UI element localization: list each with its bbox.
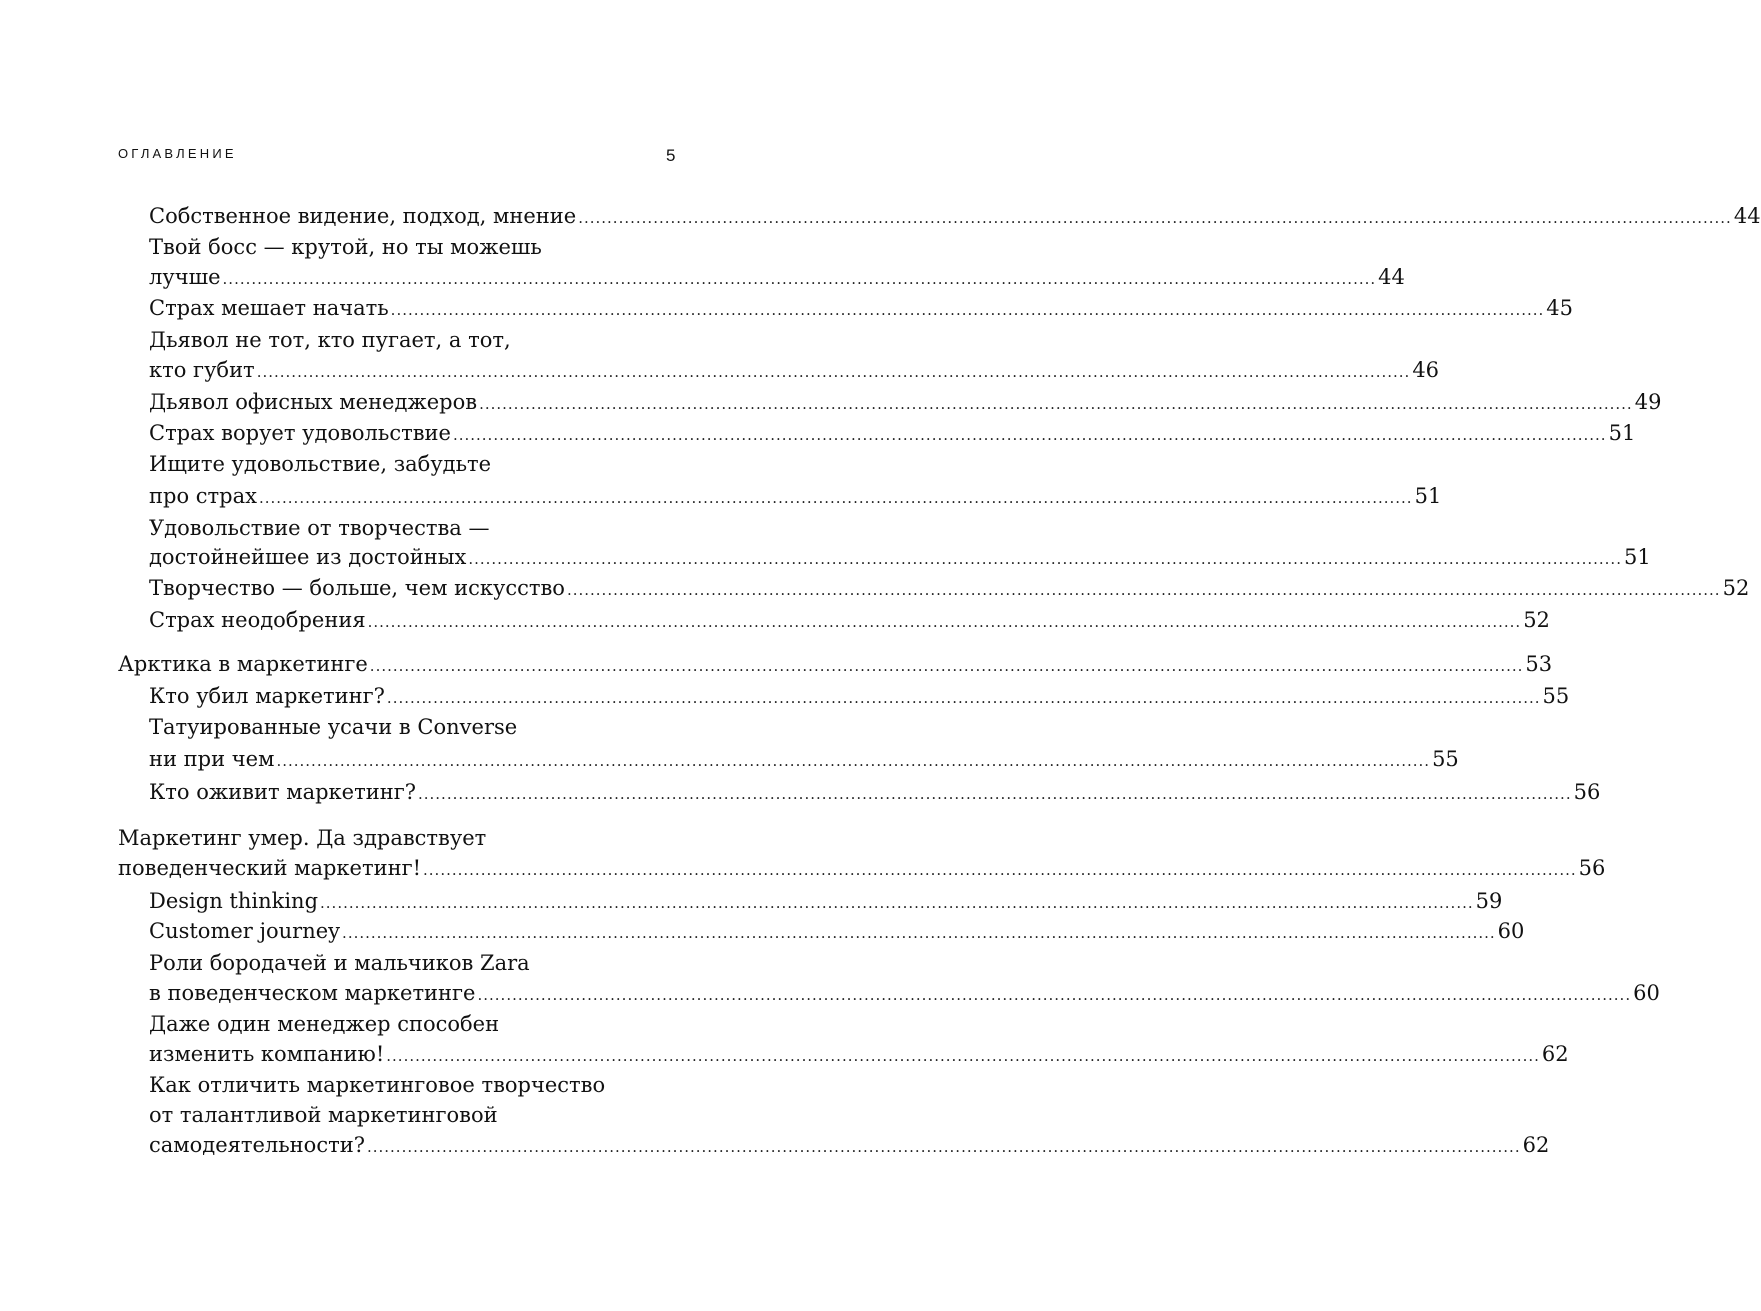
toc-section-line — [149, 201, 1761, 231]
dot-leader: ........................................................................................................................................................................................................ — [386, 1047, 1540, 1065]
toc-section-line — [149, 916, 1525, 946]
toc-page-number: 56 — [1573, 780, 1601, 804]
toc-entry-title: Кто оживит маркетинг? — [149, 780, 416, 804]
toc-chapter-line — [118, 649, 1553, 679]
toc-page-number: 60 — [1497, 919, 1525, 943]
dot-leader: ........................................................................................................................................................................................................ — [477, 986, 1632, 1004]
toc-section-line — [149, 418, 1636, 448]
dot-leader: ........................................................................................................................................................................................................ — [276, 752, 1431, 770]
dot-leader: ........................................................................................................................................................................................................ — [390, 301, 1545, 319]
toc-section-line — [149, 1009, 499, 1039]
page-number: 5 — [666, 146, 676, 165]
toc-entry-title: Татуированные усачи в Converse — [149, 715, 518, 739]
toc-chapter-line — [118, 853, 1606, 883]
toc-entry-title: Роли бородачей и мальчиков Zara — [149, 951, 530, 975]
toc-section-line — [149, 513, 489, 543]
toc-entry-title: Твой босс — крутой, но ты можешь — [149, 235, 542, 259]
toc-page-number: 46 — [1412, 358, 1440, 382]
toc-entry-title: Маркетинг умер. Да здравствует — [118, 826, 487, 850]
dot-leader: ........................................................................................................................................................................................................ — [369, 657, 1524, 675]
toc-entry-title: Даже один менеджер способен — [149, 1012, 500, 1036]
toc-entry-title: Собственное видение, подход, мнение — [149, 204, 577, 228]
toc-entry-title: Кто убил маркетинг? — [149, 684, 385, 708]
toc-section-line — [149, 1130, 1550, 1160]
toc-entry-title: про страх — [149, 484, 257, 508]
toc-section-line — [149, 1039, 1569, 1069]
dot-leader: ........................................................................................................................................................................................................ — [423, 861, 1577, 879]
toc-page-number: 59 — [1475, 889, 1503, 913]
toc-page-number: 51 — [1414, 484, 1442, 508]
toc-section-line — [149, 712, 517, 742]
dot-leader: ........................................................................................................................................................................................................ — [342, 924, 1496, 942]
toc-section-line — [149, 1100, 498, 1130]
toc-entry-title: Дьявол не тот, кто пугает, а тот, — [149, 328, 511, 352]
toc-page-number: 52 — [1722, 576, 1750, 600]
toc-entry-title: изменить компанию! — [149, 1042, 385, 1066]
toc-page-number: 56 — [1578, 856, 1606, 880]
toc-entry-title: Ищите удовольствие, забудьте — [149, 452, 492, 476]
toc-entry-title: поведенческий маркетинг! — [118, 856, 422, 880]
toc-section-line — [149, 777, 1601, 807]
toc-entry-title: Арктика в маркетинге — [118, 652, 368, 676]
toc-page-number: 55 — [1542, 684, 1570, 708]
dot-leader: ........................................................................................................................................................................................................ — [468, 550, 1622, 568]
toc-page-number: 52 — [1523, 608, 1550, 632]
toc-entry-title: Страх неодобрения — [149, 608, 366, 632]
dot-leader: ........................................................................................................................................................................................................ — [578, 209, 1732, 227]
toc-chapter-line — [118, 823, 486, 853]
toc-entry-title: достойнейшее из достойных — [149, 545, 467, 569]
toc-page-number: 44 — [1378, 265, 1405, 289]
toc-entry-title: лучше — [149, 265, 221, 289]
toc-entry-title: Design thinking — [149, 889, 319, 913]
toc-entry-title: кто губит — [149, 358, 255, 382]
toc-page-number: 49 — [1634, 390, 1662, 414]
dot-leader: ........................................................................................................................................................................................................ — [386, 689, 1541, 707]
toc-section-line — [149, 449, 491, 479]
toc-section-line — [149, 681, 1570, 711]
toc-entry-title: в поведенческом маркетинге — [149, 981, 476, 1005]
toc-section-line — [149, 978, 1660, 1008]
toc-page-number: 62 — [1522, 1133, 1550, 1157]
toc-section-line — [149, 293, 1574, 323]
toc-section-line — [149, 232, 542, 262]
toc-page-number: 45 — [1546, 296, 1574, 320]
dot-leader: ........................................................................................................................................................................................................ — [566, 581, 1721, 599]
toc-page-number: 53 — [1525, 652, 1553, 676]
toc-page-number: 44 — [1733, 204, 1761, 228]
dot-leader: ........................................................................................................................................................................................................ — [320, 894, 1474, 912]
toc-entry-title: Customer journey — [149, 919, 341, 943]
dot-leader: ........................................................................................................................................................................................................ — [452, 426, 1607, 444]
toc-entry-title: Дьявол офисных менеджеров — [149, 390, 478, 414]
toc-section-line — [149, 744, 1459, 774]
toc-section-line — [149, 262, 1405, 292]
toc-section-line — [149, 387, 1662, 417]
toc-page-number: 62 — [1541, 1042, 1569, 1066]
dot-leader: ........................................................................................................................................................................................................ — [367, 613, 1522, 631]
toc-page-number: 51 — [1608, 421, 1636, 445]
toc-section-line — [149, 355, 1440, 385]
running-header-title: ОГЛАВЛЕНИЕ — [118, 146, 237, 161]
dot-leader: ........................................................................................................................................................................................................ — [258, 489, 1413, 507]
dot-leader: ........................................................................................................................................................................................................ — [256, 363, 1411, 381]
toc-section-line — [149, 1070, 605, 1100]
toc-page-number: 51 — [1623, 545, 1651, 569]
toc-section-line — [149, 573, 1750, 603]
toc-entry-title: самодеятельности? — [149, 1133, 365, 1157]
toc-entry-title: Творчество — больше, чем искусство — [149, 576, 565, 600]
dot-leader: ........................................................................................................................................................................................................ — [222, 270, 1377, 288]
toc-section-line — [149, 325, 511, 355]
dot-leader: ........................................................................................................................................................................................................ — [366, 1138, 1521, 1156]
toc-section-line — [149, 542, 1651, 572]
toc-entry-title: Удовольствие от творчества — — [149, 516, 490, 540]
dot-leader: ........................................................................................................................................................................................................ — [417, 785, 1572, 803]
toc-entry-title: от талантливой маркетинговой — [149, 1103, 498, 1127]
toc-section-line — [149, 481, 1442, 511]
toc-section-line — [149, 605, 1550, 635]
toc-section-line — [149, 886, 1503, 916]
toc-page-number: 60 — [1633, 981, 1660, 1005]
toc-entry-title: ни при чем — [149, 747, 275, 771]
toc-entry-title: Как отличить маркетинговое творчество — [149, 1073, 606, 1097]
toc-entry-title: Страх мешает начать — [149, 296, 389, 320]
toc-section-line — [149, 948, 530, 978]
toc-page-number: 55 — [1432, 747, 1459, 771]
toc-entry-title: Страх ворует удовольствие — [149, 421, 451, 445]
dot-leader: ........................................................................................................................................................................................................ — [479, 395, 1633, 413]
